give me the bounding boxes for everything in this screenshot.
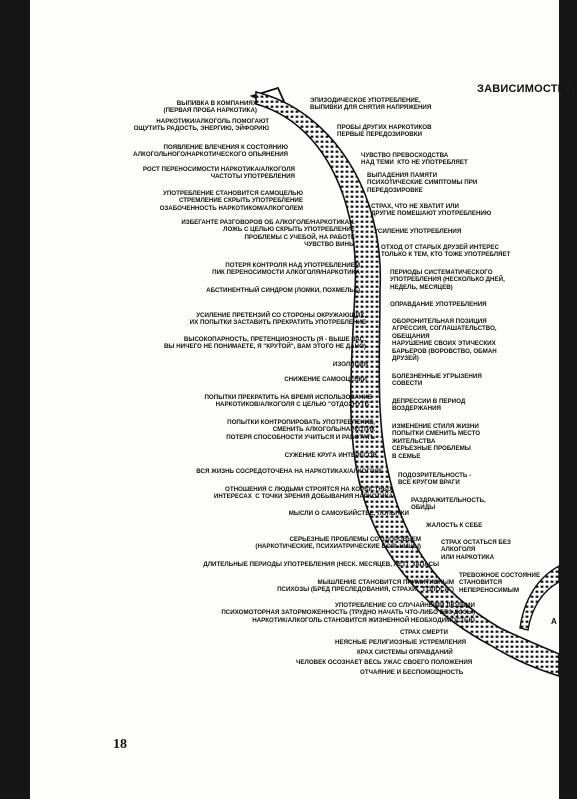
stage-label: ИЗМЕНЕНИЕ СТИЛЯ ЖИЗНИ ПОПЫТКИ СМЕНИТЬ МЕСТО ЖИТЕЛЬСТВА СЕРЬЕЗНЫЕ ПРОБЛЕМЫ В СЕМЬЕ <box>392 423 481 460</box>
stage-label: ПОПЫТКИ КОНТРОПИРОВАТЬ УПОТРЕБЛЕНИЕ, СМЕНИТЬ АЛКОГОЛЬ/НАРКОТИК ПОТЕРЯ СПОСОБНОСТИ УЧИТЬСЯ И РАБОТАТЬ <box>226 419 375 441</box>
page-title: ЗАВИСИМОСТЬ И <box>477 83 577 95</box>
book-page <box>30 0 577 799</box>
stage-label: УПОТРЕБЛЕНИЕ СО СЛУЧАЙНЫМИ ЛЮДЬМИ ПСИХОМОТОРНАЯ ЗАТОРМОЖЕННОСТЬ (ТРУДНО НАЧАТЬ ЧТО-ЛИБО БЕЗ ДОЗЫ) НАРКОТИК/АЛКОГОЛЬ СТАНОВИТСЯ ЖИЗНЕННОЙ НЕОБХОДИМОСТЬЮ <box>221 602 475 624</box>
page-number: 18 <box>113 737 127 752</box>
stage-label: ОБОРОНИТЕЛЬНАЯ ПОЗИЦИЯ АГРЕССИЯ, СОГЛАШАТЕЛЬСТВО, ОБЕЩАНИЯ НАРУШЕНИЕ СВОИХ ЭТИЧЕСКИХ БАРЬЕРОВ (ВОРОВСТВО, ОБМАН ДРУЗЕЙ) <box>392 318 497 363</box>
bottom-label: КРАХ СИСТЕМЫ ОПРАВДАНИЙ <box>357 649 453 656</box>
stage-label: ДЛИТЕЛЬНЫЕ ПЕРИОДЫ УПОТРЕБЛЕНИЯ (НЕСК. МЕСЯЦЕВ, ЛЕТ) ЗАПАСЫ <box>203 561 439 568</box>
stage-label: ДЕПРЕССИИ В ПЕРИОД ВОЗДЕРЖАНИЯ <box>392 398 466 413</box>
stage-label: МЫШЛЕНИЕ СТАНОВИТСЯ ПРИМИТИВНЫМ ПСИХОЗЫ (БРЕД ПРЕСЛЕДОВАНИЯ, СТРАХИ, "ГОЛОСА") <box>277 579 454 594</box>
stage-label: РАЗДРАЖИТЕЛЬНОСТЬ, ОБИДЫ <box>411 497 486 512</box>
stage-label: СТРАХ ОСТАТЬСЯ БЕЗ АЛКОГОЛЯ ИЛИ НАРКОТИКА <box>441 539 511 561</box>
stage-label: ПЕРИОДЫ СИСТЕМАТИЧЕСКОГО УПОТРЕБЛЕНИЯ (НЕСКОЛЬКО ДНЕЙ, НЕДЕЛЬ, МЕСЯЦЕВ) <box>390 269 505 291</box>
stage-label: ОПРАВДАНИЕ УПОТРЕБЛЕНИЯ <box>390 301 487 308</box>
stage-label: ТРЕВОЖНОЕ СОСТОЯНИЕ СТАНОВИТСЯ НЕПЕРЕНОСИМЫМ <box>459 572 541 594</box>
bottom-label: НЕЯСНЫЕ РЕЛИГИОЗНЫЕ УСТРЕМЛЕНИЯ <box>335 639 467 646</box>
stage-label: СЕРЬЕЗНЫЕ ПРОБЛЕМЫ СО ЗДОРОВЬЕМ (НАРКОТИЧЕСКИЕ, ПСИХИАТРИЧЕСКИЕ БОЛЬНИЦЫ) <box>255 536 421 551</box>
stage-label: ВЫПАДЕНИЯ ПАМЯТИ ПСИХОТИЧЕСКИЕ СИМПТОМЫ ПРИ ПЕРЕДОЗИРОВКЕ <box>367 172 478 194</box>
stage-label: ПОПЫТКИ ПРЕКРАТИТЬ НА ВРЕМЯ ИСПОЛЬЗОВАНИЕ НАРКОТИКОВ/АЛКОГОЛЯ С ЦЕЛЬЮ "ОТДОХНУТЬ" <box>204 394 372 409</box>
stage-label: АБСТИНЕНТНЫЙ СИНДРОМ (ЛОМКИ, ПОХМЕЛЬЕ) <box>206 287 360 294</box>
stage-label: ПОДОЗРИТЕЛЬНОСТЬ - ВСЕ КРУГОМ ВРАГИ <box>398 472 472 487</box>
stage-label: БОЛЕЗНЕННЫЕ УГРЫЗЕНИЯ СОВЕСТИ <box>392 373 482 388</box>
stage-label: ЭПИЗОДИЧЕСКОЕ УПОТРЕБЛЕНИЕ, ВЫПИВКИ ДЛЯ СНЯТИЯ НАПРЯЖЕНИЯ <box>310 97 432 112</box>
stage-label: УПОТРЕБЛЕНИЕ СТАНОВИТСЯ САМОЦЕЛЬЮ СТРЕМЛЕНИЕ СКРЫТЬ УПОТРЕБЛЕНИЕ ОЗАБОЧЕННОСТЬ НАРКОТИКОМ/АЛКОГОЛЕМ <box>159 190 303 212</box>
stage-label: ВСЯ ЖИЗНЬ СОСРЕДОТОЧЕНА НА НАРКОТИКАХ/АЛКОГОЛЕ <box>196 468 383 475</box>
stage-label: ВЫПИВКА В КОМПАНИЯХ (ПЕРВАЯ ПРОБА НАРКОТИКА) <box>163 100 257 115</box>
bottom-label: СТРАХ СМЕРТИ <box>400 629 448 636</box>
stage-label: ПОТЕРЯ КОНТРОЛЯ НАД УПОТРЕБЛЕНИЕМ ПИК ПЕРЕНОСИМОСТИ АЛКОГОЛЯ/НАРКОТИКА <box>212 262 360 277</box>
bottom-label: ЧЕЛОВЕК ОСОЗНАЕТ ВЕСЬ УЖАС СВОЕГО ПОЛОЖЕНИЯ <box>296 659 473 666</box>
stage-label: СНИЖЕНИЕ САМООЦЕНКИ <box>284 376 367 383</box>
stage-label: ПОЯВЛЕНИЕ ВЛЕЧЕНИЯ К СОСТОЯНИЮ АЛКОГОЛЬНОГО/НАРКОТИЧЕСКОГО ОПЬЯНЕНИЯ <box>133 144 288 159</box>
stage-label: РОСТ ПЕРЕНОСИМОСТИ НАРКОТИКА/АЛКОГОЛЯ ЧАСТОТЫ УПОТРЕБЛЕНИЯ <box>142 166 295 181</box>
stage-label: ИЗОЛЯЦИЯ <box>332 361 368 368</box>
recovery-partial-letter: А <box>551 617 557 626</box>
stage-label: ЧУВСТВО ПРЕВОСХОДСТВА НАД ТЕМИ КТО НЕ УПОТРЕБЛЯЕТ <box>361 152 468 167</box>
stage-label: СТРАХ, ЧТО НЕ ХВАТИТ ИЛИ ДРУГИЕ ПОМЕШАЮТ УПОТРЕБЛЕНИЮ <box>371 203 492 218</box>
stage-label: ОТНОШЕНИЯ С ЛЮДЬМИ СТРОЯТСЯ НА КОРЫСТНЫХ ИНТЕРЕСАХ С ТОЧКИ ЗРЕНИЯ ДОБЫВАНИЯ НАРКОТИКА <box>213 486 393 501</box>
stage-label: ИЗБЕГАНТЕ РАЗГОВОРОВ ОБ АЛКОГОЛЕ/НАРКОТИКАХ. ЛОЖЬ С ЦЕЛЬЮ СКРЫТЬ УПОТРЕБЛЕНИЕ ПРОБЛЕМЫ С УЧЕБОЙ, НА РАБОТЕ ЧУВСТВО ВИНЫ <box>181 219 355 249</box>
stage-label: ВЫСОКОПАРНОСТЬ, ПРЕТЕНЦИОЗНОСТЬ (Я - ВЫШЕ ВАС, ВЫ НИЧЕГО НЕ ПОНИМАЕТЕ, Я "КРУТОЙ", ВАМ ЭТОГО НЕ ДАНО) <box>163 336 366 351</box>
stage-label: СУЖЕНИЕ КРУГА ИНТЕРЕСОВ <box>284 452 377 459</box>
stage-label: НАРКОТИКИ/АЛКОГОЛЬ ПОМОГАЮТ ОЩУТИТЬ РАДОСТЬ, ЭНЕРГИЮ, ЭЙФОРИЮ <box>133 118 269 133</box>
stage-label: ЖАЛОСТЬ К СЕБЕ <box>426 522 483 529</box>
stage-label: ОТХОД ОТ СТАРЫХ ДРУЗЕЙ ИНТЕРЕС ТОЛЬКО К ТЕМ, КТО ТОЖЕ УПОТРЕБЛЯЕТ <box>381 244 511 259</box>
stage-label: УСИЛЕНИЕ ПРЕТЕНЗИЙ СО СТОРОНЫ ОКРУЖАЮЩИХ, ИХ ПОПЫТКИ ЗАСТАВИТЬ ПРЕКРАТИТЬ УПОТРЕБЛЕНИЕ <box>189 312 366 327</box>
stage-label: МЫСЛИ О САМОУБИЙСТВЕ, ПОПЫТКИ <box>288 510 409 517</box>
stage-label: УСИЛЕНИЕ УПОТРЕБЛЕНИЯ <box>374 228 462 235</box>
bottom-label: ОТЧАЯНИЕ И БЕСПОМОЩНОСТЬ <box>360 669 464 676</box>
stage-label: ПРОБЫ ДРУГИХ НАРКОТИКОВ ПЕРВЫЕ ПЕРЕДОЗИРОВКИ <box>337 124 432 139</box>
